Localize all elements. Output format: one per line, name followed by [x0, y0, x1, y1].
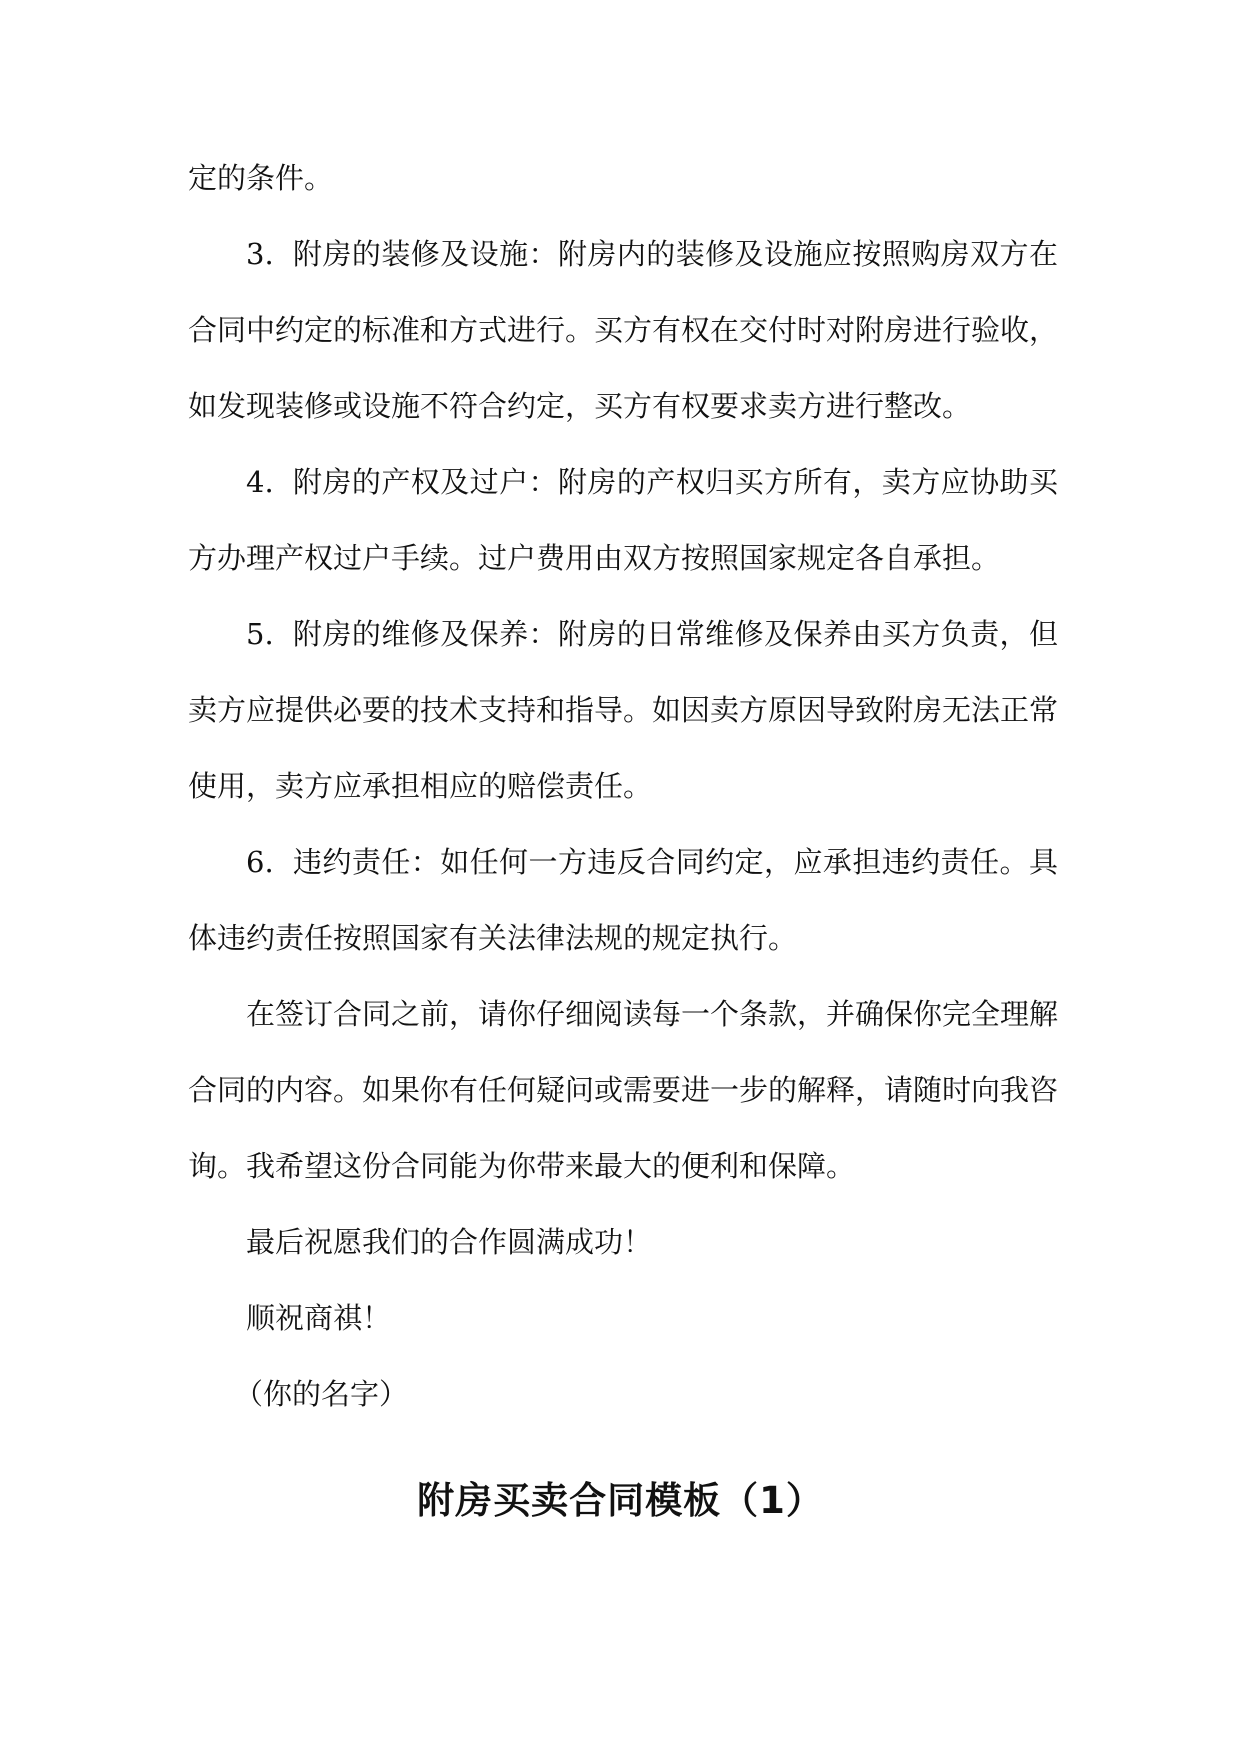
clause-text: 如任何一方违反合同约定，应承担违约责任。具体违约责任按照国家有关法律法规的规定执行。: [188, 845, 1058, 955]
clause-number: 4.: [246, 465, 274, 499]
clause-title: 违约责任：: [293, 845, 441, 879]
clause-3: [188, 216, 1058, 444]
clause-6: [188, 824, 1058, 976]
clause-number: 5.: [246, 617, 274, 651]
closing-regards: 顺祝商祺！: [246, 1301, 392, 1335]
clause-title: 附房的维修及保养：: [293, 617, 558, 651]
clause-5: [188, 596, 1058, 824]
clause-4: [188, 444, 1058, 596]
next-section-heading: 附房买卖合同模板（1）: [417, 1479, 824, 1522]
continuation-paragraph: 定的条件。: [188, 161, 334, 195]
clause-number: 3.: [246, 237, 274, 271]
closing-block: [188, 1204, 1058, 1432]
clause-text: 附房内的装修及设施应按照购房双方在合同中约定的标准和方式进行。买方有权在交付时对附房进行验收，如发现装修或设施不符合约定，买方有权要求卖方进行整改。: [188, 237, 1059, 423]
advice-paragraph: 在签订合同之前，请你仔细阅读每一个条款，并确保你完全理解合同的内容。如果你有任何疑问或需要进一步的解释，请随时向我咨询。我希望这份合同能为你带来最大的便利和保障。: [188, 997, 1059, 1183]
clause-title: 附房的产权及过户：: [293, 465, 558, 499]
closing-wish: 最后祝愿我们的合作圆满成功！: [246, 1225, 653, 1259]
clause-text: 附房的产权归买方所有，卖方应协助买方办理产权过户手续。过户费用由双方按照国家规定各自承担。: [188, 465, 1058, 575]
clause-text: 附房的日常维修及保养由买方负责，但卖方应提供必要的技术支持和指导。如因卖方原因导致附房无法正常使用，卖方应承担相应的赔偿责任。: [188, 617, 1059, 803]
clause-number: 6.: [246, 845, 274, 879]
document-body: [188, 140, 1058, 1432]
clause-title: 附房的装修及设施：: [293, 237, 558, 271]
signature-placeholder: （你的名字）: [234, 1377, 409, 1411]
